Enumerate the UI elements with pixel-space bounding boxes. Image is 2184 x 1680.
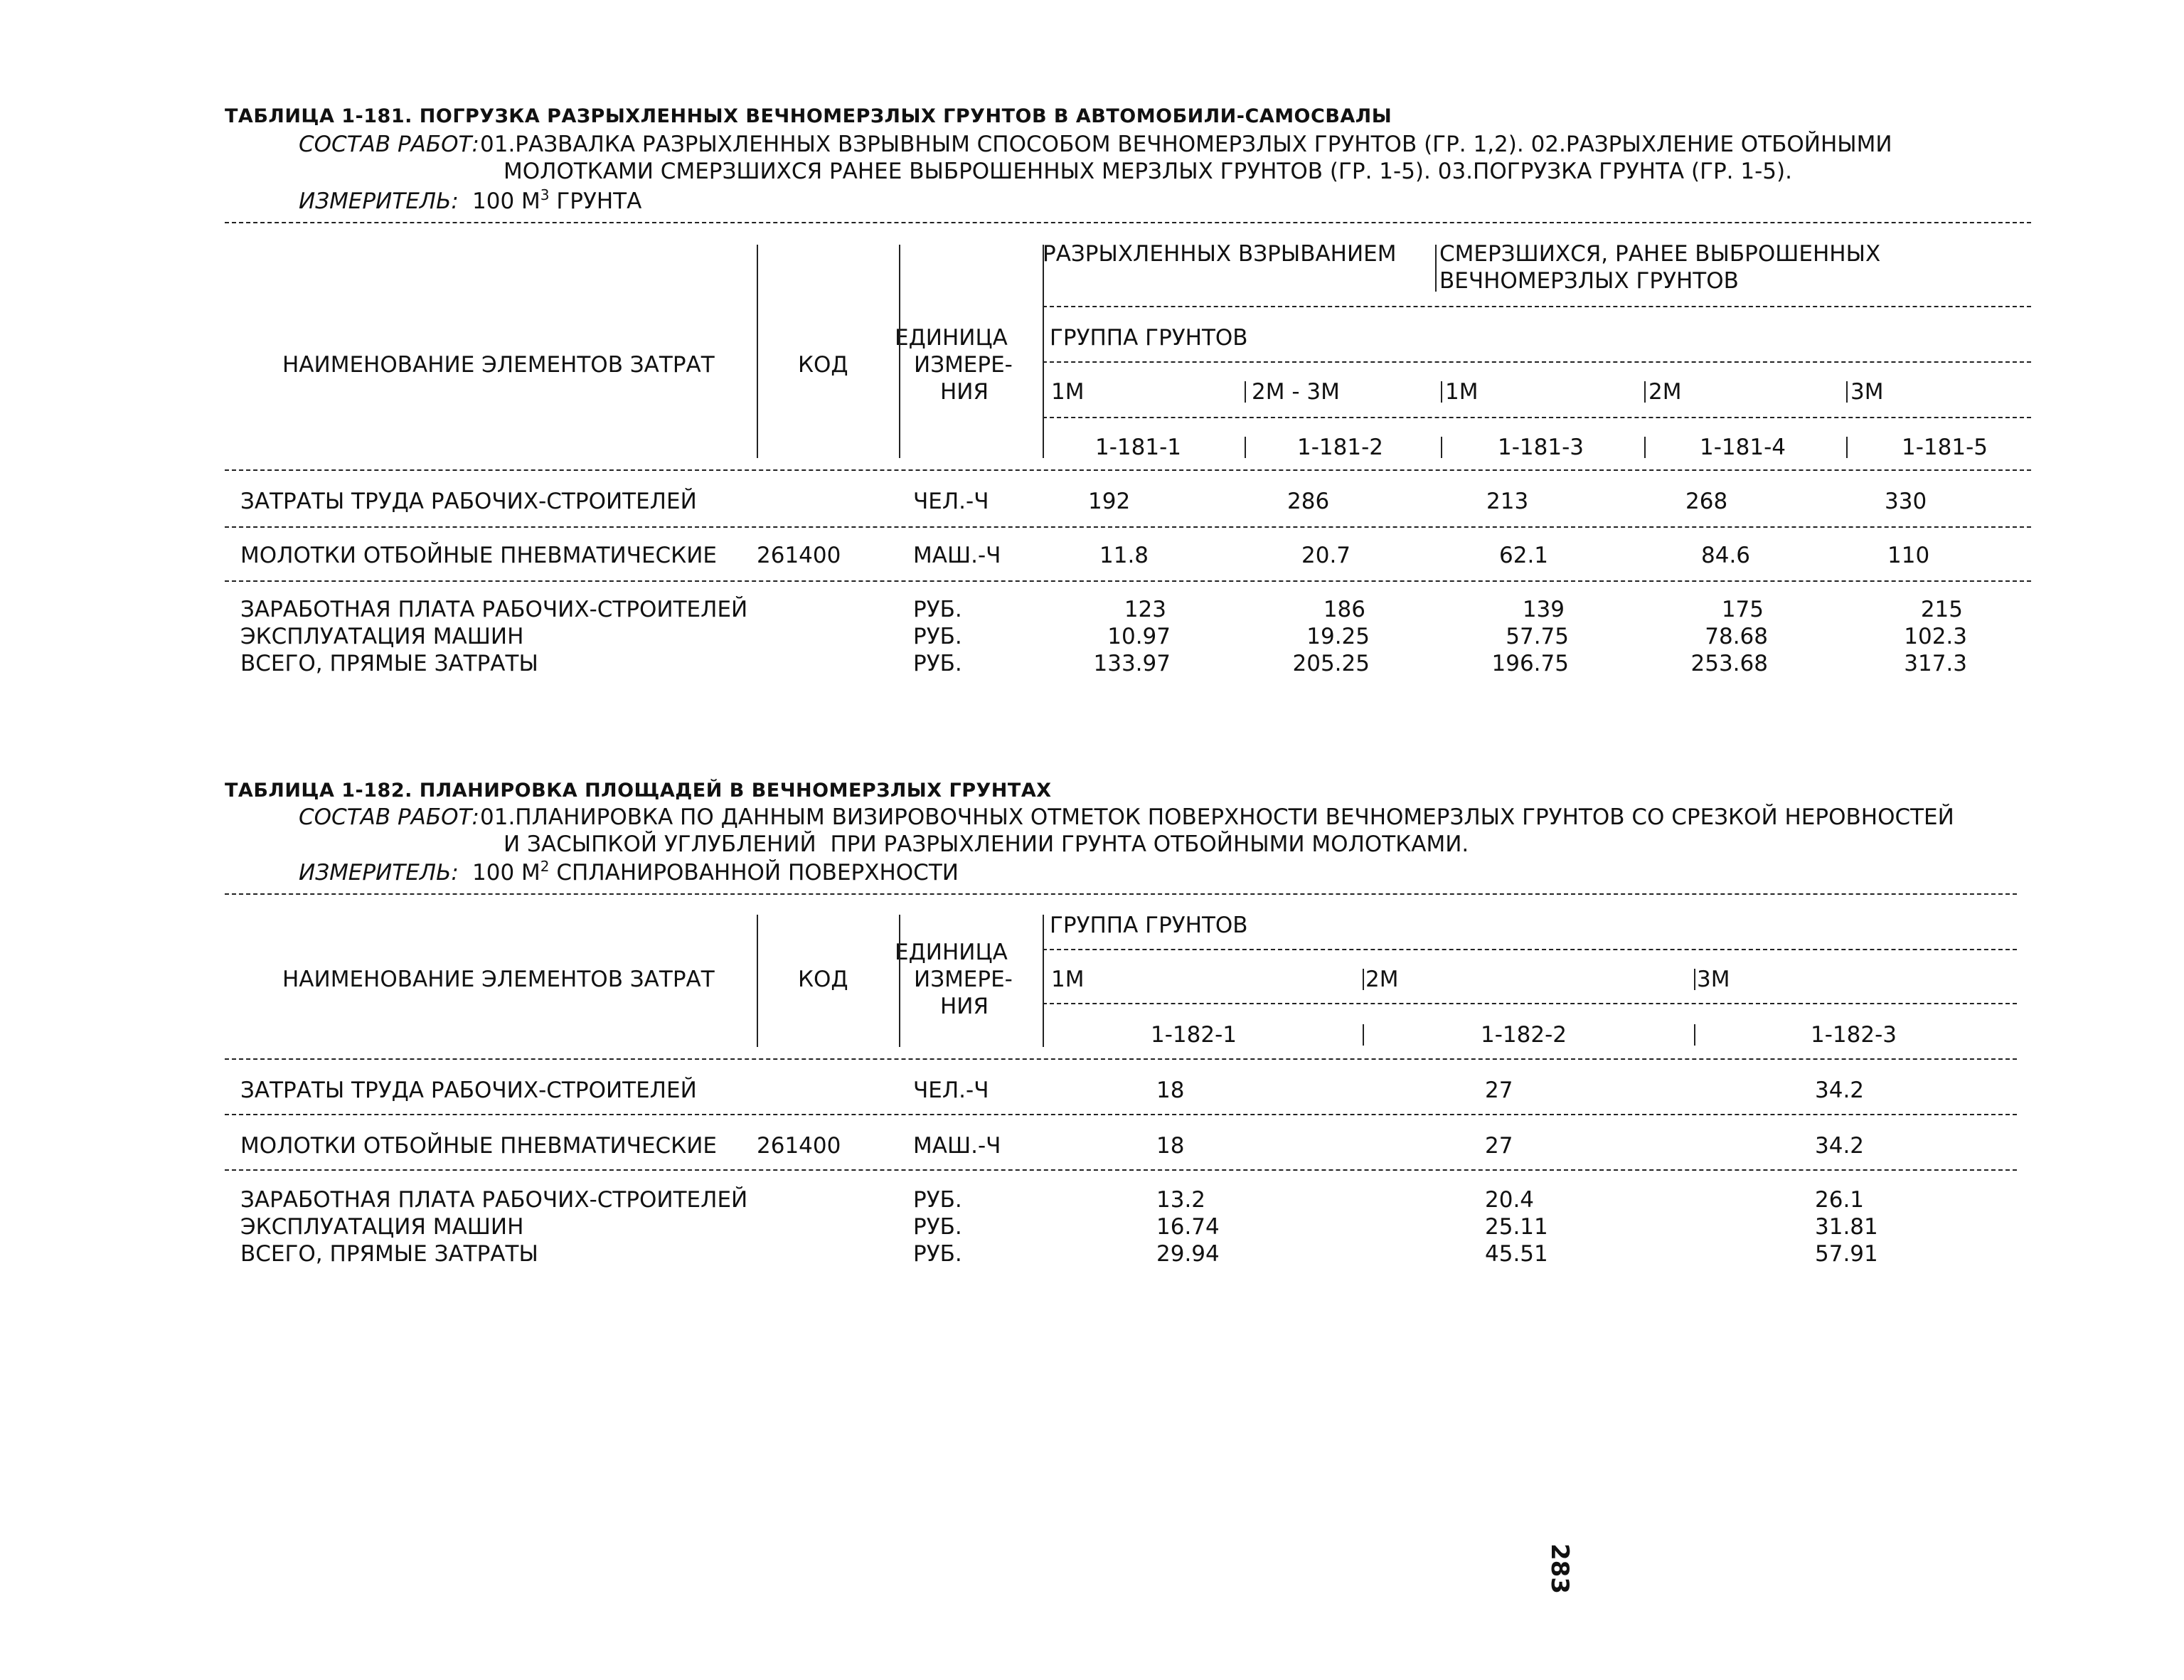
row-value: 192: [1088, 489, 1131, 514]
measure-exponent: 3: [540, 186, 550, 203]
header-unit-3: НИЯ: [940, 379, 989, 405]
row-value: 27: [1485, 1078, 1513, 1103]
row-code: 261400: [757, 543, 841, 568]
header-unit-1: ЕДИНИЦА: [895, 940, 1008, 965]
column-code: 1-182-2: [1481, 1022, 1567, 1048]
column-divider: [1043, 915, 1044, 1047]
row-value: 196.75: [1491, 651, 1569, 676]
row-value: 213: [1486, 489, 1529, 514]
header-soil-group: ГРУППА ГРУНТОВ: [1050, 325, 1248, 351]
row-name: ЗАРАБОТНАЯ ПЛАТА РАБОЧИХ-СТРОИТЕЛЕЙ: [240, 1187, 748, 1213]
column-divider: [1441, 437, 1442, 458]
row-value: 18: [1156, 1078, 1185, 1103]
row-value: 78.68: [1705, 624, 1768, 649]
header-code: КОД: [798, 352, 848, 378]
row-value: 57.75: [1506, 624, 1569, 649]
group-label: 2М: [1648, 379, 1682, 405]
work-composition-label: СОСТАВ РАБОТ:: [299, 132, 479, 157]
work-composition-line-2: МОЛОТКАМИ СМЕРЗШИХСЯ РАНЕЕ ВЫБРОШЕННЫХ МЕРЗЛЫХ ГРУНТОВ (ГР. 1-5). 03.ПОГРУЗКА ГРУНТА (ГР. 1-5).: [504, 159, 1792, 184]
row-unit: РУБ.: [913, 1214, 962, 1240]
row-value: 11.8: [1099, 543, 1149, 568]
rule: [225, 893, 2017, 895]
row-unit: РУБ.: [913, 1187, 962, 1213]
column-divider: [1694, 969, 1695, 990]
column-code: 1-181-3: [1498, 435, 1584, 460]
header-unit-2: ИЗМЕРЕ-: [914, 967, 1013, 992]
row-value: 20.4: [1485, 1187, 1535, 1213]
column-divider: [1846, 381, 1848, 403]
row-value: 19.25: [1306, 624, 1370, 649]
row-name: МОЛОТКИ ОТБОЙНЫЕ ПНЕВМАТИЧЕСКИЕ: [240, 1133, 717, 1159]
rule: [225, 469, 2031, 471]
row-value: 62.1: [1499, 543, 1549, 568]
group-label: 3М: [1850, 379, 1884, 405]
header-group-frozen-1: СМЕРЗШИХСЯ, РАНЕЕ ВЫБРОШЕННЫХ: [1439, 241, 1881, 267]
header-name: НАИМЕНОВАНИЕ ЭЛЕМЕНТОВ ЗАТРАТ: [282, 352, 715, 378]
row-value: 29.94: [1156, 1241, 1220, 1267]
group-label: 1М: [1051, 379, 1085, 405]
rule: [1043, 306, 2031, 307]
row-value: 268: [1685, 489, 1728, 514]
row-value: 330: [1885, 489, 1927, 514]
rule: [225, 1058, 2017, 1060]
column-divider: [757, 915, 758, 1047]
column-divider: [899, 245, 900, 458]
rule: [225, 580, 2031, 582]
row-value: 317.3: [1904, 651, 1967, 676]
measure-unit: ГРУНТА: [549, 188, 642, 214]
row-unit: РУБ.: [913, 624, 962, 649]
measure-text: [472, 858, 959, 886]
row-value: 123: [1124, 597, 1166, 622]
row-value: 26.1: [1815, 1187, 1865, 1213]
column-divider: [1245, 437, 1246, 458]
rule: [225, 1169, 2017, 1171]
page-number: 283: [1545, 1543, 1574, 1594]
row-unit: МАШ.-Ч: [913, 1133, 1001, 1159]
work-composition-line-1: 01.ПЛАНИРОВКА ПО ДАННЫМ ВИЗИРОВОЧНЫХ ОТМЕТОК ПОВЕРХНОСТИ ВЕЧНОМЕРЗЛЫХ ГРУНТОВ СО СРЕЗКОЙ НЕРОВНОСТЕЙ: [480, 804, 1954, 830]
column-divider: [1644, 381, 1646, 403]
row-unit: РУБ.: [913, 597, 962, 622]
rule: [1043, 1003, 2017, 1004]
group-label: 2М - 3М: [1252, 379, 1340, 405]
header-name: НАИМЕНОВАНИЕ ЭЛЕМЕНТОВ ЗАТРАТ: [282, 967, 715, 992]
row-unit: РУБ.: [913, 651, 962, 676]
row-value: 102.3: [1904, 624, 1967, 649]
column-divider: [1363, 969, 1364, 990]
rule: [1043, 949, 2017, 950]
row-value: 18: [1156, 1133, 1185, 1159]
row-value: 84.6: [1701, 543, 1751, 568]
column-divider: [1245, 381, 1246, 403]
work-composition-label: СОСТАВ РАБОТ:: [299, 804, 479, 830]
row-value: 45.51: [1485, 1241, 1548, 1267]
row-value: 27: [1485, 1133, 1513, 1159]
measure-text: [472, 186, 642, 214]
column-code: 1-181-2: [1297, 435, 1383, 460]
row-name: ЭКСПЛУАТАЦИЯ МАШИН: [240, 624, 524, 649]
column-divider: [1043, 245, 1044, 458]
measure-exponent: 2: [540, 858, 550, 875]
column-code: 1-181-4: [1700, 435, 1786, 460]
row-value: 186: [1323, 597, 1365, 622]
row-name: ЭКСПЛУАТАЦИЯ МАШИН: [240, 1214, 524, 1240]
group-label: 1М: [1051, 967, 1085, 992]
row-unit: ЧЕЛ.-Ч: [913, 489, 989, 514]
column-divider: [1441, 381, 1442, 403]
column-code: 1-181-5: [1902, 435, 1988, 460]
work-composition-line-2: И ЗАСЫПКОЙ УГЛУБЛЕНИЙ ПРИ РАЗРЫХЛЕНИИ ГРУНТА ОТБОЙНЫМИ МОЛОТКАМИ.: [504, 831, 1469, 857]
row-name: ЗАРАБОТНАЯ ПЛАТА РАБОЧИХ-СТРОИТЕЛЕЙ: [240, 597, 748, 622]
row-value: 110: [1887, 543, 1930, 568]
rule: [225, 1114, 2017, 1115]
row-name: ВСЕГО, ПРЯМЫЕ ЗАТРАТЫ: [240, 1241, 538, 1267]
column-divider: [1644, 437, 1646, 458]
rule: [225, 526, 2031, 528]
column-divider: [1435, 245, 1437, 292]
row-name: ЗАТРАТЫ ТРУДА РАБОЧИХ-СТРОИТЕЛЕЙ: [240, 489, 697, 514]
header-unit-2: ИЗМЕРЕ-: [914, 352, 1013, 378]
column-divider: [1363, 1024, 1364, 1046]
row-name: ЗАТРАТЫ ТРУДА РАБОЧИХ-СТРОИТЕЛЕЙ: [240, 1078, 697, 1103]
row-value: 34.2: [1815, 1133, 1865, 1159]
row-value: 286: [1287, 489, 1330, 514]
column-code: 1-181-1: [1095, 435, 1181, 460]
group-label: 1М: [1445, 379, 1479, 405]
rule: [1043, 361, 2031, 363]
row-value: 175: [1721, 597, 1764, 622]
column-divider: [1846, 437, 1848, 458]
row-value: 34.2: [1815, 1078, 1865, 1103]
row-value: 20.7: [1301, 543, 1351, 568]
measure-label: ИЗМЕРИТЕЛЬ:: [299, 188, 459, 214]
row-value: 205.25: [1292, 651, 1370, 676]
column-divider: [899, 915, 900, 1047]
row-value: 16.74: [1156, 1214, 1220, 1240]
header-soil-group: ГРУППА ГРУНТОВ: [1050, 913, 1248, 938]
rule: [1043, 417, 2031, 418]
measure-label: ИЗМЕРИТЕЛЬ:: [299, 860, 459, 886]
row-value: 10.97: [1107, 624, 1171, 649]
header-group-blasted: РАЗРЫХЛЕННЫХ ВЗРЫВАНИЕМ: [1043, 241, 1397, 267]
rule: [225, 222, 2031, 223]
measure-value: 100 М: [472, 188, 540, 214]
work-composition-line-1: 01.РАЗВАЛКА РАЗРЫХЛЕННЫХ ВЗРЫВНЫМ СПОСОБОМ ВЕЧНОМЕРЗЛЫХ ГРУНТОВ (ГР. 1,2). 02.РАЗРЫХЛЕНИЕ ОТБОЙНЫМИ: [480, 132, 1892, 157]
row-value: 215: [1920, 597, 1963, 622]
row-name: ВСЕГО, ПРЯМЫЕ ЗАТРАТЫ: [240, 651, 538, 676]
row-value: 25.11: [1485, 1214, 1548, 1240]
row-unit: РУБ.: [913, 1241, 962, 1267]
row-unit: ЧЕЛ.-Ч: [913, 1078, 989, 1103]
header-code: КОД: [798, 967, 848, 992]
row-code: 261400: [757, 1133, 841, 1159]
header-group-frozen-2: ВЕЧНОМЕРЗЛЫХ ГРУНТОВ: [1439, 268, 1739, 294]
column-code: 1-182-3: [1811, 1022, 1897, 1048]
row-name: МОЛОТКИ ОТБОЙНЫЕ ПНЕВМАТИЧЕСКИЕ: [240, 543, 717, 568]
column-divider: [1694, 1024, 1695, 1046]
table-title: ТАБЛИЦА 1-182. ПЛАНИРОВКА ПЛОЩАДЕЙ В ВЕЧНОМЕРЗЛЫХ ГРУНТАХ: [225, 780, 1052, 802]
row-value: 253.68: [1690, 651, 1768, 676]
header-unit-3: НИЯ: [940, 994, 989, 1019]
column-code: 1-182-1: [1151, 1022, 1237, 1048]
row-value: 57.91: [1815, 1241, 1878, 1267]
measure-unit: СПЛАНИРОВАННОЙ ПОВЕРХНОСТИ: [549, 860, 959, 886]
row-value: 133.97: [1093, 651, 1171, 676]
measure-value: 100 М: [472, 860, 540, 886]
table-title: ТАБЛИЦА 1-181. ПОГРУЗКА РАЗРЫХЛЕННЫХ ВЕЧНОМЕРЗЛЫХ ГРУНТОВ В АВТОМОБИЛИ-САМОСВАЛЫ: [225, 105, 1392, 127]
column-divider: [757, 245, 758, 458]
header-unit-1: ЕДИНИЦА: [895, 325, 1008, 351]
row-value: 31.81: [1815, 1214, 1878, 1240]
row-value: 13.2: [1156, 1187, 1206, 1213]
group-label: 3М: [1697, 967, 1730, 992]
group-label: 2М: [1365, 967, 1399, 992]
row-value: 139: [1522, 597, 1565, 622]
row-unit: МАШ.-Ч: [913, 543, 1001, 568]
